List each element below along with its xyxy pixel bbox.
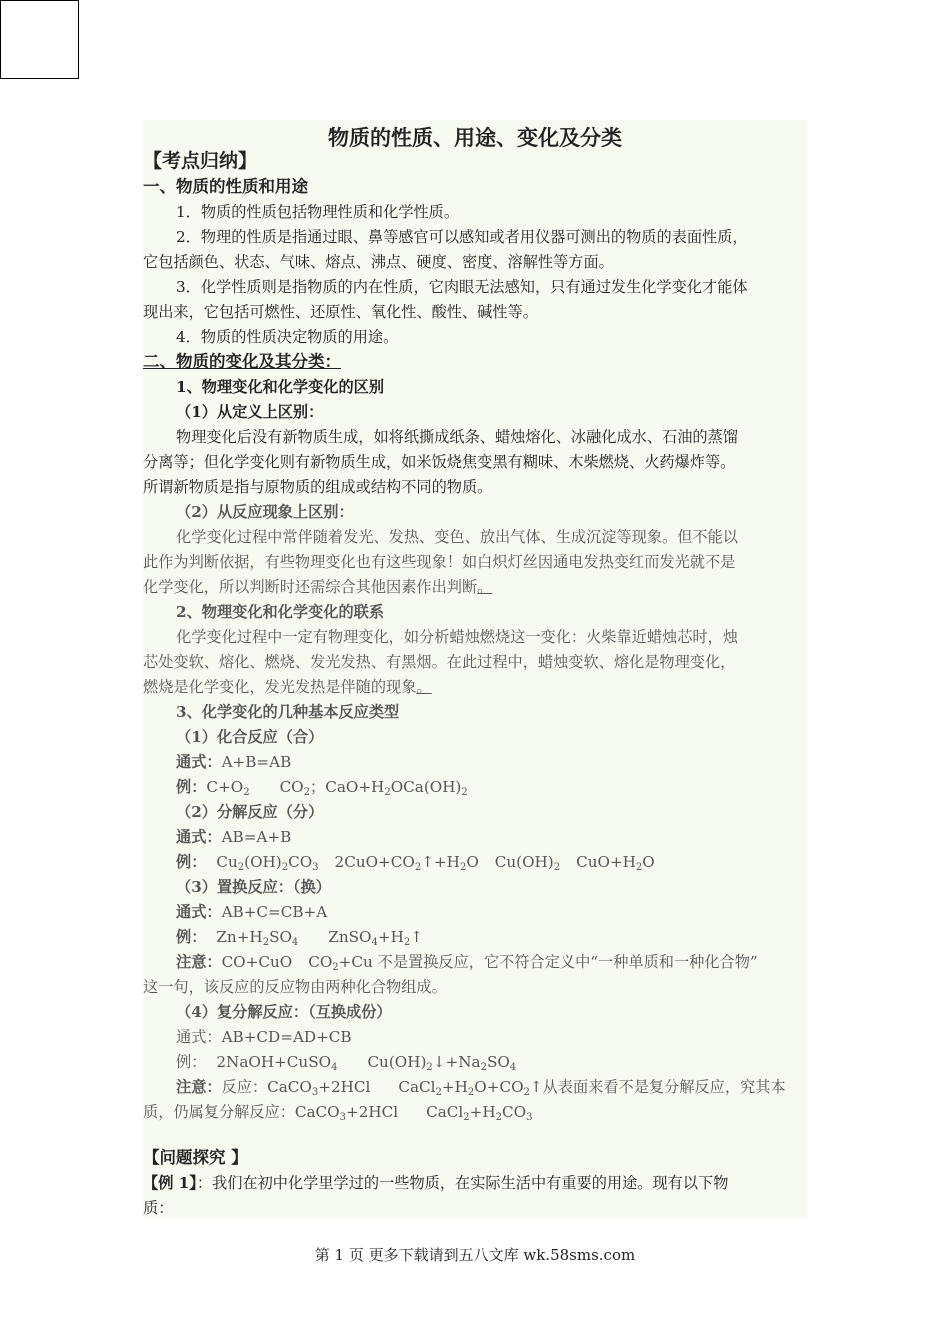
sub1-2-line2: 此作为判断依据，有些物理变化也有这些现象！如白炽灯丝因通电发热变红而发光就不是 [143, 553, 736, 571]
sub1-2-heading: （2）从反应现象上区别： [176, 503, 354, 521]
reaction4-note-line2: 质，仍属复分解反应：CaCO$_3$+2HCl $CaCl_2+H_2CO_3$ [143, 1103, 533, 1123]
section1-heading: 一、物质的性质和用途 [143, 177, 308, 196]
problem-heading: 【问题探究 】 [143, 1148, 248, 1167]
sec1-para3-line2: 现出来，它包括可燃性、还原性、氧化性、酸性、碱性等。 [143, 303, 538, 321]
sub1-1-line1: 物理变化后没有新物质生成，如将纸撕成纸条、蜡烛熔化、冰融化成水、石油的蒸馏 [176, 428, 738, 446]
reaction4-note-line1: 注意：反应：CaCO$_3$+2HCl $CaCl_2+H_2O+CO_2↑$从表面来看不是复分解反应，究其本 [176, 1078, 786, 1098]
reaction4-heading: （4）复分解反应：（互换成份） [176, 1003, 392, 1021]
example-label: 例： [176, 1053, 207, 1071]
reaction3-heading: （3）置换反应：（换） [176, 878, 331, 896]
sec1-para2-line1: 2．物理的性质是指通过眼、鼻等感官可以感知或者用仪器可测出的物质的表面性质， [176, 228, 748, 246]
sub2-line3 [143, 676, 432, 698]
reaction2-formula: AB=A+B [221, 828, 292, 846]
sub2-line2: 芯处变软、熔化、燃烧、发光发热、有黑烟。在此过程中，蜡烛变软、熔化是物理变化， [143, 653, 736, 671]
sub2-heading: 2、物理变化和化学变化的联系 [176, 603, 385, 621]
reaction1-heading: （1）化合反应（合） [176, 728, 324, 746]
sub2-line1: 化学变化过程中一定有物理变化，如分析蜡烛燃烧这一变化：火柴靠近蜡烛芯时，烛 [176, 628, 738, 646]
reaction4-general [176, 1026, 352, 1048]
sub1-2-line3-text: 化学变化，所以判断时还需综合其他因素作出判断 [143, 578, 478, 596]
section2-heading: 二、物质的变化及其分类： [143, 352, 341, 371]
sub1-1-line2: 分离等；但化学变化则有新物质生成，如米饭烧焦变黑有糊味、木柴燃烧、火药爆炸等。 [143, 453, 736, 471]
sub2-line3-text: 燃烧是化学变化，发光发热是伴随的现象 [143, 678, 417, 696]
note-label: 注意： [176, 1078, 222, 1096]
general-label: 通式： [176, 1028, 222, 1046]
reaction1-example: 例：$C+O_2$ $CO_2$；$CaO+H_2OCa(OH)_2$ [176, 778, 468, 798]
general-label: 通式： [176, 828, 222, 846]
sec1-para1: 1．物质的性质包括物理性质和化学性质。 [176, 203, 460, 221]
reaction4-formula: AB+CD=AD+CB [221, 1028, 352, 1046]
reaction3-formula: AB+C=CB+A [221, 903, 328, 921]
sub1-1-line3: 所谓新物质是指与原物质的组成或结构不同的物质。 [143, 478, 493, 496]
example-label: 例： [176, 853, 207, 871]
summary-heading: 【考点归纳】 [143, 150, 258, 172]
reaction1-formula: A+B=AB [221, 753, 292, 771]
reaction2-heading: （2）分解反应（分） [176, 803, 324, 821]
period-underlined: 。 [416, 678, 432, 696]
reaction4-example: 例： 2NaOH+CuSO$_4$ $Cu(OH)_2↓+Na_2SO_4$ [176, 1053, 517, 1073]
example-label: 例： [176, 928, 207, 946]
reaction3-note-line2: 这一句，该反应的反应物由两种化合物组成。 [143, 978, 447, 996]
reaction3-example: 例： $Zn+H_2SO_4$ $ZnSO_4+H_2↑$ [176, 928, 423, 948]
sub1-2-line3 [143, 576, 492, 598]
reaction3-general [176, 901, 327, 923]
reaction2-general [176, 826, 291, 848]
sec1-para2-line2: 它包括颜色、状态、气味、熔点、沸点、硬度、密度、溶解性等方面。 [143, 253, 614, 271]
example1-line1 [143, 1172, 728, 1194]
sec1-para3-line1: 3．化学性质则是指物质的内在性质，它肉眼无法感知，只有通过发生化学变化才能体 [176, 278, 748, 296]
page-title: 物质的性质、用途、变化及分类 [328, 125, 622, 150]
sub3-heading: 3、化学变化的几种基本反应类型 [176, 703, 400, 721]
sec1-para4: 4．物质的性质决定物质的用途。 [176, 328, 399, 346]
general-label: 通式： [176, 903, 222, 921]
corner-box [0, 0, 79, 79]
general-label: 通式： [176, 753, 222, 771]
example1-text: ：我们在初中化学里学过的一些物质，在实际生活中有重要的用途。现有以下物 [196, 1174, 729, 1192]
period-underlined: 。 [477, 578, 493, 596]
example1-label: 【例 1】 [143, 1174, 197, 1192]
example-label: 例： [176, 778, 207, 796]
sub1-1-heading: （1）从定义上区别： [176, 403, 324, 421]
reaction1-general [176, 751, 291, 773]
reaction3-note-line1: 注意：CO+CuO $CO_2+Cu$ 不是置换反应，它不符合定义中“一种单质和一种化合物” [176, 953, 758, 973]
sub1-heading: 1、物理变化和化学变化的区别 [176, 378, 385, 396]
sub1-2-line1: 化学变化过程中常伴随着发光、发热、变色、放出气体、生成沉淀等现象。但不能以 [176, 528, 738, 546]
note-label: 注意： [176, 953, 222, 971]
example1-line2: 质： [143, 1199, 174, 1217]
page-footer: 第 1 页 更多下载请到五八文库 wk.58sms.com [314, 1246, 636, 1264]
reaction2-example: 例： $Cu_2(OH)_2CO_3$ $2CuO+CO_2↑+H_2O$ $Cu(OH)_2$ $CuO+H_2O$ [176, 853, 655, 873]
